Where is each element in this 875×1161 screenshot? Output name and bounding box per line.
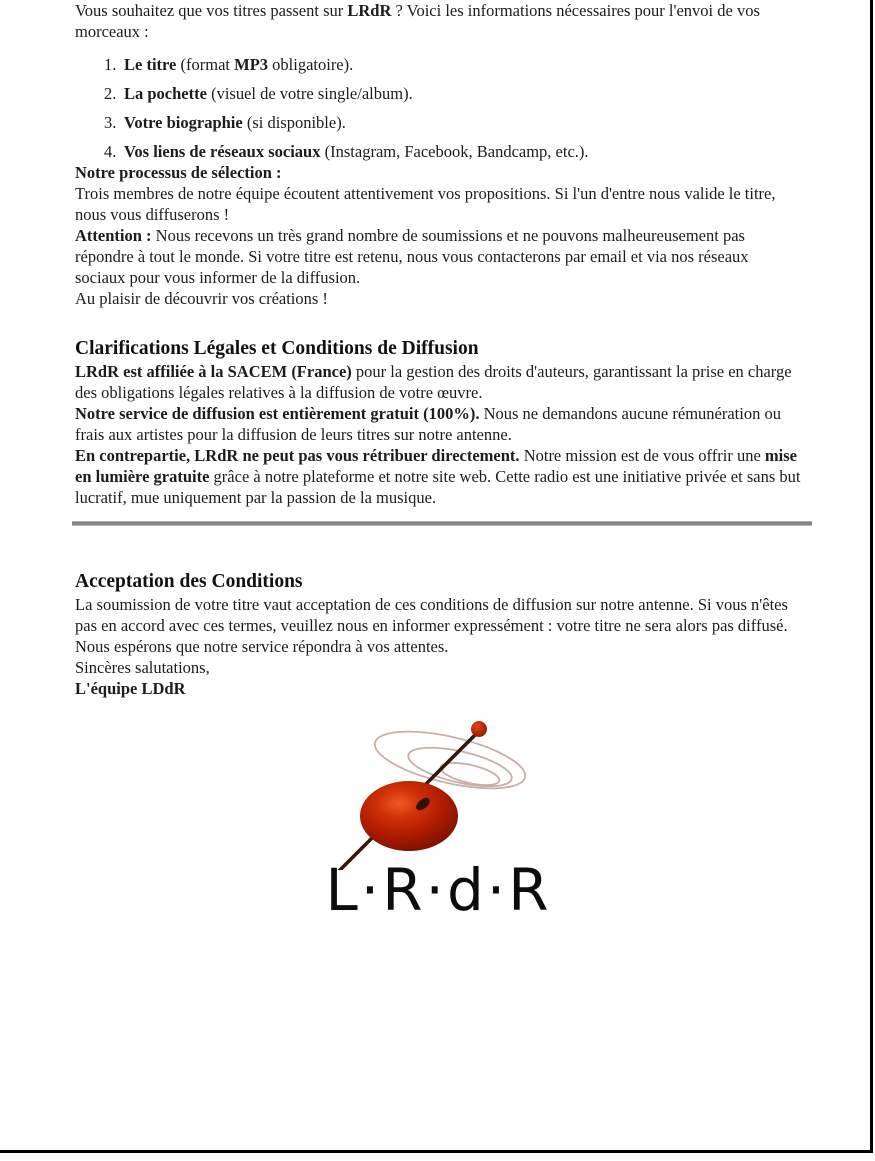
document-content [75, 0, 802, 924]
attention-text: Nous recevons un très grand nombre de soumissions et ne pouvons malheureusement pas répondre à tout le monde. Si votre titre est retenu, nous vous contacterons par email et via nos réseaux sociaux pour vous informer de la diffusion. [75, 226, 749, 287]
intro-text-pre: Vous souhaitez que vos titres passent sur [75, 1, 348, 20]
no-payment-lead: En contrepartie, LRdR ne peut pas vous rétribuer directement. [75, 446, 520, 465]
list-item-lead: Votre biographie [124, 113, 243, 132]
no-payment-text: Notre mission est de vous offrir une [519, 446, 765, 465]
no-payment-tail: grâce à notre plateforme et notre site web. Cette radio est une initiative privée et sans but lucratif, mue uniquement par la passion de la musique. [75, 467, 801, 507]
no-payment-emph: mise en lumière gratuite [75, 446, 797, 486]
attention-lead: Attention : [75, 226, 152, 245]
sacem-paragraph [75, 361, 802, 403]
attention-paragraph [75, 225, 802, 288]
free-service-paragraph [75, 403, 802, 445]
acceptance-section-heading: Acceptation des Conditions [75, 571, 303, 592]
hopes-paragraph: Nous espérons que notre service répondra à vos attentes. [75, 637, 449, 656]
list-number: 1. [104, 55, 117, 74]
list-item-lead: La pochette [124, 84, 207, 103]
closing-line: Au plaisir de découvrir vos créations ! [75, 289, 328, 308]
list-item-text: (Instagram, Facebook, Bandcamp, etc.). [320, 142, 589, 161]
list-item-tail: obligatoire). [268, 55, 354, 74]
intro-paragraph [75, 0, 802, 42]
requirements-list [75, 54, 802, 162]
salutations-line: Sincères salutations, [75, 658, 210, 677]
free-service-lead: Notre service de diffusion est entièrement gratuit (100%). [75, 404, 480, 423]
acceptance-paragraph: La soumission de votre titre vaut acceptation de ces conditions de diffusion sur notre antenne. Si vous n'êtes pas en accord avec ces termes, veuillez nous en informer expressément : votre titre ne sera alors pas diffusé. [75, 595, 788, 635]
page-border-bottom [0, 1150, 873, 1153]
sacem-lead: LRdR est affiliée à la SACEM (France) [75, 362, 352, 381]
radio-planet-icon [299, 710, 579, 870]
antenna-tip-ball [471, 721, 487, 737]
no-payment-paragraph [75, 445, 802, 508]
page-border-right [870, 0, 873, 1153]
list-number: 4. [104, 142, 117, 161]
selection-paragraph: Trois membres de notre équipe écoutent attentivement vos propositions. Si l'un d'entre nous valide le titre, nous vous diffuserons ! [75, 184, 776, 224]
list-item-text: (visuel de votre single/album). [206, 84, 413, 103]
list-item-lead: Vos liens de réseaux sociaux [124, 142, 321, 161]
section-divider [72, 521, 812, 526]
list-number: 2. [104, 84, 117, 103]
sacem-text: pour la gestion des droits d'auteurs, garantissant la prise en charge des obligations légales relatives à la diffusion de votre œuvre. [75, 362, 792, 402]
list-item-lead: Le titre [124, 55, 177, 74]
list-item-text: (si disponible). [242, 113, 346, 132]
list-item-cover [75, 83, 802, 104]
list-item-title [75, 54, 802, 75]
list-item-emph: MP3 [234, 55, 269, 74]
list-item-socials [75, 141, 802, 162]
planet-sphere [360, 781, 458, 851]
lrdr-logo [299, 710, 579, 924]
intro-text-post: ? Voici les informations nécessaires pour l'envoi de vos morceaux : [75, 1, 760, 41]
brand-name: LRdR [347, 1, 392, 20]
team-signature: L'équipe LDdR [75, 679, 186, 698]
list-item-bio [75, 112, 802, 133]
logo-wordmark: L·R·d·R [325, 856, 552, 924]
list-item-text: (format [176, 55, 235, 74]
free-service-text: Nous ne demandons aucune rémunération ou frais aux artistes pour la diffusion de leurs titres sur notre antenne. [75, 404, 781, 444]
selection-process-heading: Notre processus de sélection : [75, 163, 282, 182]
list-number: 3. [104, 113, 117, 132]
legal-section-heading: Clarifications Légales et Conditions de Diffusion [75, 338, 479, 359]
